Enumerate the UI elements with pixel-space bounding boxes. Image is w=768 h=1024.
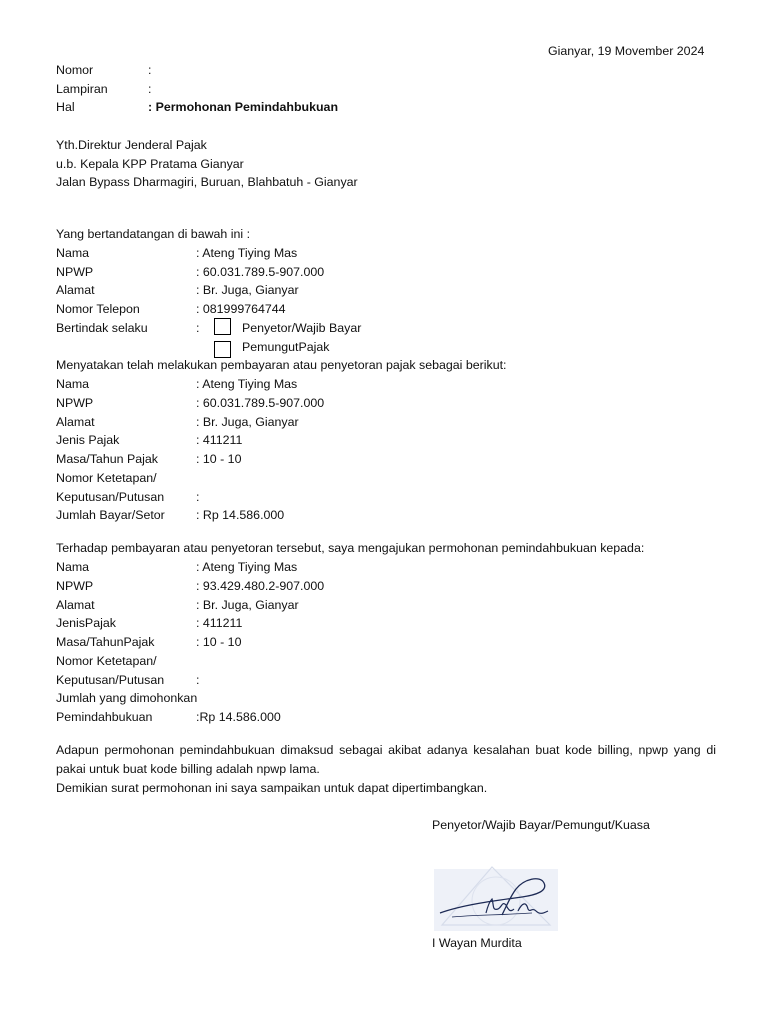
transfer-value: : [196,673,200,687]
signer-value: : Br. Juga, Gianyar [196,283,299,297]
transfer-value: :Rp 14.586.000 [196,710,281,724]
payment-value: : Rp 14.586.000 [196,508,285,522]
option-pemungut-checkbox[interactable] [214,341,231,358]
transfer-label: Nomor Ketetapan/ [56,654,157,668]
payment-label: NPWP [56,396,94,410]
payment-value: : Br. Juga, Gianyar [196,415,299,429]
payment-value: : 60.031.789.5-907.000 [196,396,325,410]
option-penyetor-label: Penyetor/Wajib Bayar [242,321,362,335]
signer-value: : Ateng Tiying Mas [196,246,298,260]
option-pemungut-label: PemungutPajak [242,340,330,354]
hal-value: : Permohonan Pemindahbukuan [148,100,339,114]
payment-label: Keputusan/Putusan [56,490,165,504]
payment-value: : [196,490,200,504]
payment-value: : 411211 [196,433,243,447]
transfer-value: : Br. Juga, Gianyar [196,598,299,612]
payment-label: Alamat [56,415,95,429]
payment-value: : Ateng Tiying Mas [196,377,298,391]
recipient-line: Yth.Direktur Jenderal Pajak [56,138,207,152]
option-penyetor-checkbox[interactable] [214,318,231,335]
payment-label: Masa/Tahun Pajak [56,452,158,466]
payment-value: : 10 - 10 [196,452,242,466]
payment-label: Jenis Pajak [56,433,120,447]
transfer-value: : Ateng Tiying Mas [196,560,298,574]
closing-paragraph: Adapun permohonan pemindahbukuan dimaksud sebagai akibat adanya kesalahan buat kode billing, npwp yang di pakai untuk buat kode billing adalah npwp lama. [56,743,716,776]
signature-role: Penyetor/Wajib Bayar/Pemungut/Kuasa [432,818,650,832]
payment-intro: Menyatakan telah melakukan pembayaran atau penyetoran pajak sebagai berikut: [56,358,507,372]
handwritten-signature [432,855,560,935]
closing-statement: Demikian surat permohonan ini saya sampaikan untuk dapat dipertimbangkan. [56,781,488,795]
hal-label: Hal [56,100,75,114]
signer-value: : 081999764744 [196,302,286,316]
transfer-label: Nama [56,560,90,574]
transfer-label: NPWP [56,579,94,593]
transfer-label: Alamat [56,598,95,612]
lampiran-label: Lampiran [56,82,108,96]
recipient-line: Jalan Bypass Dharmagiri, Buruan, Blahbatuh - Gianyar [56,175,358,189]
transfer-label: Masa/TahunPajak [56,635,155,649]
transfer-value: : 93.429.480.2-907.000 [196,579,325,593]
transfer-value: : 411211 [196,616,243,630]
place-date: Gianyar, 19 Movember 2024 [548,44,705,58]
signer-label: Nama [56,246,90,260]
transfer-intro: Terhadap pembayaran atau penyetoran tersebut, saya mengajukan permohonan pemindahbukuan kepada: [56,541,645,555]
transfer-label: Pemindahbukuan [56,710,153,724]
transfer-label: Keputusan/Putusan [56,673,165,687]
signer-label: Alamat [56,283,95,297]
nomor-value: : [148,63,152,77]
nomor-label: Nomor [56,63,94,77]
transfer-label: Jumlah yang dimohonkan [56,691,198,705]
lampiran-value: : [148,82,152,96]
signer-label: NPWP [56,265,94,279]
intro-text: Yang bertandatangan di bawah ini : [56,227,251,241]
recipient-line: u.b. Kepala KPP Pratama Gianyar [56,157,244,171]
payment-label: Jumlah Bayar/Setor [56,508,165,522]
transfer-label: JenisPajak [56,616,116,630]
signer-value: : 60.031.789.5-907.000 [196,265,325,279]
signer-label: Nomor Telepon [56,302,140,316]
signer-name: I Wayan Murdita [432,936,522,950]
acting-colon: : [196,321,200,335]
transfer-value: : 10 - 10 [196,635,242,649]
payment-label: Nama [56,377,90,391]
payment-label: Nomor Ketetapan/ [56,471,157,485]
acting-label: Bertindak selaku [56,321,148,335]
